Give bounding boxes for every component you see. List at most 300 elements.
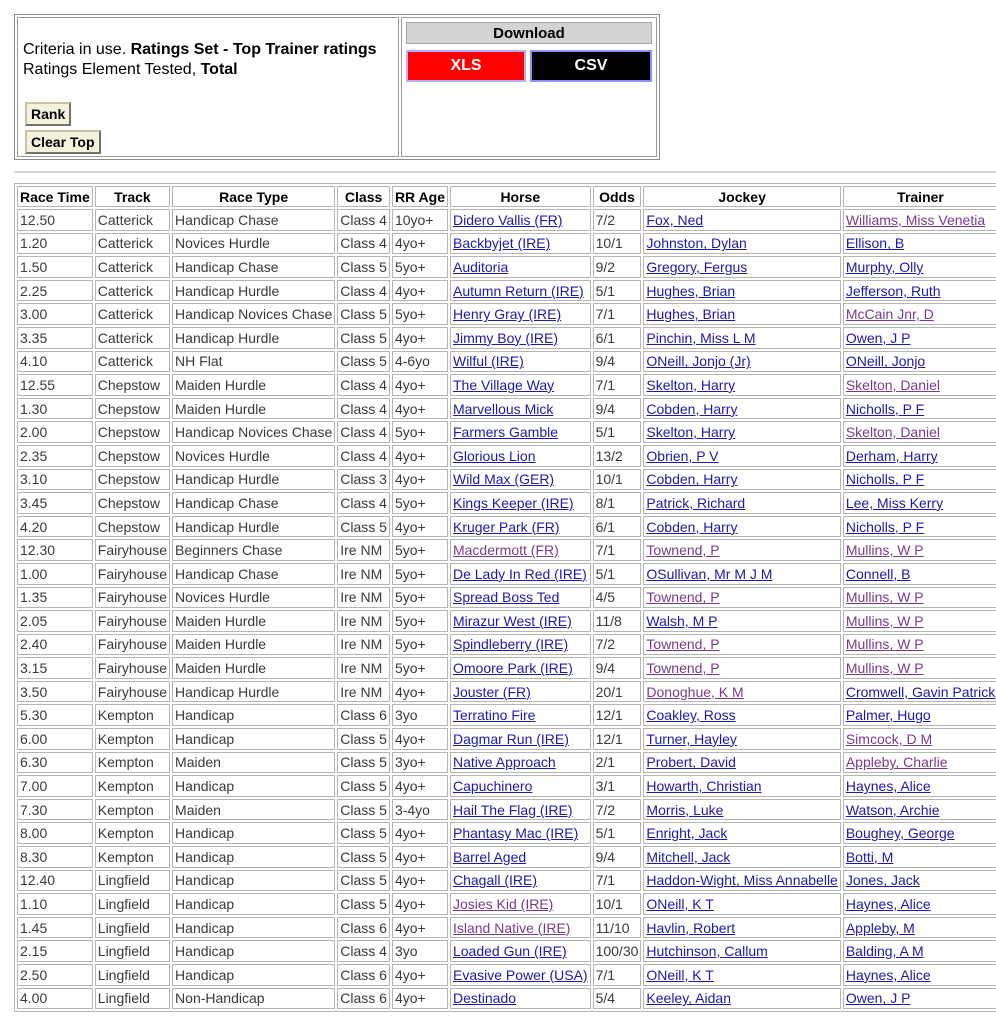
trainer-cell-link[interactable]: Owen, J P <box>845 990 911 1007</box>
odds-cell: 7/2 <box>593 799 642 821</box>
trainer-cell <box>843 327 996 349</box>
jockey-cell <box>643 775 840 797</box>
table-row <box>17 233 996 255</box>
jockey-cell-link[interactable]: Johnston, Dylan <box>646 235 747 252</box>
race-time-cell: 1.30 <box>17 398 93 420</box>
trainer-cell <box>843 799 996 821</box>
odds-cell: 20/1 <box>593 681 642 703</box>
jockey-cell <box>643 280 840 302</box>
race-time-cell: 2.05 <box>17 610 93 632</box>
jockey-cell-link[interactable]: Hutchinson, Callum <box>646 943 768 960</box>
table-row <box>17 657 996 679</box>
horse-cell-link[interactable]: Kings Keeper (IRE) <box>452 494 574 511</box>
horse-cell-link[interactable]: Autumn Return (IRE) <box>452 282 584 299</box>
trainer-cell <box>843 209 996 231</box>
jockey-cell-link[interactable]: Gregory, Fergus <box>646 258 748 275</box>
horse-cell-link[interactable]: Henry Gray (IRE) <box>452 306 562 323</box>
trainer-cell <box>843 445 996 467</box>
race-time-cell: 1.20 <box>17 233 93 255</box>
table-row <box>17 610 996 632</box>
trainer-cell-link[interactable]: Nicholls, P F <box>845 471 925 488</box>
horse-cell-link[interactable]: Destinado <box>452 990 517 1007</box>
track-cell: Kempton <box>95 775 170 797</box>
jockey-cell-link[interactable]: Walsh, M P <box>646 612 718 629</box>
race-time-cell: 12.55 <box>17 374 93 396</box>
odds-cell: 8/1 <box>593 492 642 514</box>
jockey-cell <box>643 587 840 609</box>
horse-cell-link[interactable]: Macdermott (FR) <box>452 542 559 559</box>
jockey-cell-link[interactable]: Cobden, Harry <box>646 471 738 488</box>
horse-cell-link[interactable]: Wild Max (GER) <box>452 471 555 488</box>
table-row <box>17 563 996 585</box>
track-cell: Catterick <box>95 327 170 349</box>
track-cell: Chepstow <box>95 516 170 538</box>
horse-cell-link[interactable]: Terratino Fire <box>452 707 536 724</box>
race-type-cell: Handicap Hurdle <box>172 327 335 349</box>
jockey-cell-link[interactable]: Townend, P <box>646 542 720 559</box>
trainer-cell <box>843 563 996 585</box>
odds-cell: 7/1 <box>593 303 642 325</box>
header-class[interactable]: Class <box>337 186 390 207</box>
jockey-cell-link[interactable]: OSullivan, Mr M J M <box>646 565 773 582</box>
age-cell: 4yo+ <box>392 775 448 797</box>
race-type-cell: Handicap Chase <box>172 492 335 514</box>
odds-cell: 12/1 <box>593 704 642 726</box>
jockey-cell <box>643 539 840 561</box>
header-horse[interactable]: Horse <box>450 186 591 207</box>
jockey-cell <box>643 445 840 467</box>
trainer-cell-link[interactable]: Watson, Archie <box>845 801 940 818</box>
trainer-cell-link[interactable]: Ellison, B <box>845 235 905 252</box>
horse-cell-link[interactable]: Marvellous Mick <box>452 400 554 417</box>
trainer-cell <box>843 610 996 632</box>
track-cell: Fairyhouse <box>95 610 170 632</box>
trainer-cell <box>843 822 996 844</box>
track-cell: Kempton <box>95 704 170 726</box>
class-cell: Class 5 <box>337 516 390 538</box>
odds-cell: 9/4 <box>593 846 642 868</box>
odds-cell: 7/2 <box>593 634 642 656</box>
trainer-cell-link[interactable]: Mullins, W P <box>845 636 924 653</box>
class-cell: Class 5 <box>337 303 390 325</box>
class-cell: Class 5 <box>337 893 390 915</box>
track-cell: Lingfield <box>95 870 170 892</box>
age-cell: 4yo+ <box>392 870 448 892</box>
trainer-cell-link[interactable]: Simcock, D M <box>845 730 933 747</box>
race-type-cell: Handicap Chase <box>172 209 335 231</box>
horse-cell <box>450 657 591 679</box>
odds-cell: 10/1 <box>593 893 642 915</box>
track-cell: Fairyhouse <box>95 657 170 679</box>
horse-cell-link[interactable]: Backbyjet (IRE) <box>452 235 551 252</box>
age-cell: 4yo+ <box>392 233 448 255</box>
track-cell: Lingfield <box>95 940 170 962</box>
download-csv-button[interactable]: CSV <box>530 50 652 82</box>
trainer-cell-link[interactable]: Appleby, Charlie <box>845 754 948 771</box>
horse-cell-link[interactable]: De Lady In Red (IRE) <box>452 565 587 582</box>
race-time-cell: 2.25 <box>17 280 93 302</box>
odds-cell: 3/1 <box>593 775 642 797</box>
horse-cell-link[interactable]: Jimmy Boy (IRE) <box>452 329 558 346</box>
race-time-cell: 12.30 <box>17 539 93 561</box>
header-trainer[interactable]: Trainer <box>843 186 996 207</box>
horse-cell-link[interactable]: The Village Way <box>452 376 555 393</box>
race-time-cell: 1.00 <box>17 563 93 585</box>
race-type-cell: Handicap <box>172 822 335 844</box>
trainer-cell <box>843 704 996 726</box>
age-cell: 5yo+ <box>392 303 448 325</box>
horse-cell <box>450 421 591 443</box>
horse-cell <box>450 964 591 986</box>
jockey-cell-link[interactable]: Keeley, Aidan <box>646 990 731 1007</box>
trainer-cell <box>843 539 996 561</box>
trainer-cell-link[interactable]: Nicholls, P F <box>845 518 925 535</box>
header-rr-age[interactable]: RR Age <box>392 186 448 207</box>
horse-cell-link[interactable]: Glorious Lion <box>452 447 536 464</box>
trainer-cell-link[interactable]: Nicholls, P F <box>845 400 925 417</box>
track-cell: Kempton <box>95 822 170 844</box>
track-cell: Kempton <box>95 728 170 750</box>
horse-cell-link[interactable]: Spindleberry (IRE) <box>452 636 569 653</box>
horse-cell-link[interactable]: Evasive Power (USA) <box>452 966 588 983</box>
track-cell: Fairyhouse <box>95 634 170 656</box>
jockey-cell-link[interactable]: Skelton, Harry <box>646 424 736 441</box>
race-time-cell: 7.00 <box>17 775 93 797</box>
trainer-cell <box>843 492 996 514</box>
jockey-cell-link[interactable]: Morris, Luke <box>646 801 724 818</box>
track-cell: Fairyhouse <box>95 681 170 703</box>
age-cell: 5yo+ <box>392 657 448 679</box>
horse-cell <box>450 492 591 514</box>
jockey-cell-link[interactable]: Enright, Jack <box>646 825 728 842</box>
class-cell: Class 5 <box>337 728 390 750</box>
horse-cell-link[interactable]: Loaded Gun (IRE) <box>452 943 567 960</box>
trainer-cell-link[interactable]: Boughey, George <box>845 825 955 842</box>
race-time-cell: 7.30 <box>17 799 93 821</box>
class-cell: Class 6 <box>337 704 390 726</box>
header-jockey[interactable]: Jockey <box>643 186 840 207</box>
trainer-cell <box>843 233 996 255</box>
trainer-cell-link[interactable]: Murphy, Olly <box>845 258 924 275</box>
age-cell: 3yo+ <box>392 752 448 774</box>
trainer-cell-link[interactable]: Haynes, Alice <box>845 966 931 983</box>
trainer-cell-link[interactable]: Mullins, W P <box>845 589 924 606</box>
age-cell: 4yo+ <box>392 728 448 750</box>
class-cell: Class 4 <box>337 492 390 514</box>
table-header-row <box>17 186 996 207</box>
jockey-cell-link[interactable]: Townend, P <box>646 589 720 606</box>
race-time-cell: 12.50 <box>17 209 93 231</box>
table-row <box>17 775 996 797</box>
race-time-cell: 5.30 <box>17 704 93 726</box>
race-time-cell: 12.40 <box>17 870 93 892</box>
odds-cell: 5/4 <box>593 988 642 1010</box>
class-cell: Class 3 <box>337 469 390 491</box>
horse-cell-link[interactable]: Barrel Aged <box>452 848 527 865</box>
trainer-cell-link[interactable]: Haynes, Alice <box>845 778 931 795</box>
trainer-cell-link[interactable]: Cromwell, Gavin Patrick <box>845 683 996 700</box>
jockey-cell <box>643 634 840 656</box>
trainer-cell-link[interactable]: McCain Jnr, D <box>845 306 934 323</box>
track-cell: Catterick <box>95 233 170 255</box>
jockey-cell-link[interactable]: Hughes, Brian <box>646 282 736 299</box>
header-race-type[interactable]: Race Type <box>172 186 335 207</box>
race-type-cell: Handicap Novices Chase <box>172 421 335 443</box>
element-prefix: Ratings Element Tested, <box>23 61 201 78</box>
table-row <box>17 421 996 443</box>
odds-cell: 6/1 <box>593 327 642 349</box>
horse-cell-link[interactable]: Capuchinero <box>452 778 533 795</box>
trainer-cell <box>843 728 996 750</box>
trainer-cell-link[interactable]: Jefferson, Ruth <box>845 282 941 299</box>
jockey-cell <box>643 610 840 632</box>
jockey-cell-link[interactable]: Turner, Hayley <box>646 730 737 747</box>
horse-cell <box>450 704 591 726</box>
trainer-cell-link[interactable]: Mullins, W P <box>845 660 924 677</box>
table-row <box>17 587 996 609</box>
race-type-cell: Handicap <box>172 870 335 892</box>
jockey-cell-link[interactable]: Pinchin, Miss L M <box>646 329 756 346</box>
clear-top-button[interactable]: Clear Top <box>25 130 101 154</box>
horse-cell-link[interactable]: Auditoria <box>452 258 509 275</box>
trainer-cell <box>843 964 996 986</box>
trainer-cell <box>843 775 996 797</box>
jockey-cell-link[interactable]: Howarth, Christian <box>646 778 762 795</box>
horse-cell-link[interactable]: Omoore Park (IRE) <box>452 660 573 677</box>
trainer-cell-link[interactable]: Balding, A M <box>845 943 924 960</box>
odds-cell: 9/4 <box>593 398 642 420</box>
odds-cell: 11/8 <box>593 610 642 632</box>
horse-cell-link[interactable]: Didero Vallis (FR) <box>452 211 563 228</box>
trainer-cell-link[interactable]: Derham, Harry <box>845 447 938 464</box>
table-row <box>17 728 996 750</box>
class-cell: Class 4 <box>337 374 390 396</box>
trainer-cell-link[interactable]: Lee, Miss Kerry <box>845 494 944 511</box>
race-type-cell: Maiden Hurdle <box>172 398 335 420</box>
trainer-cell-link[interactable]: Skelton, Daniel <box>845 376 941 393</box>
horse-cell-link[interactable]: Jouster (FR) <box>452 683 531 700</box>
horse-cell-link[interactable]: Farmers Gamble <box>452 424 559 441</box>
horse-cell <box>450 469 591 491</box>
jockey-cell-link[interactable]: Patrick, Richard <box>646 494 746 511</box>
horse-cell-link[interactable]: Dagmar Run (IRE) <box>452 730 569 747</box>
jockey-cell-link[interactable]: Skelton, Harry <box>646 376 736 393</box>
horse-cell-link[interactable]: Spread Boss Ted <box>452 589 560 606</box>
odds-cell: 100/30 <box>593 940 642 962</box>
trainer-cell <box>843 634 996 656</box>
race-type-cell: Maiden Hurdle <box>172 657 335 679</box>
jockey-cell-link[interactable]: Townend, P <box>646 636 720 653</box>
table-row <box>17 681 996 703</box>
age-cell: 3-4yo <box>392 799 448 821</box>
trainer-cell-link[interactable]: Owen, J P <box>845 329 911 346</box>
trainer-cell <box>843 280 996 302</box>
track-cell: Fairyhouse <box>95 587 170 609</box>
race-time-cell: 3.45 <box>17 492 93 514</box>
track-cell: Lingfield <box>95 988 170 1010</box>
class-cell: Class 5 <box>337 752 390 774</box>
race-time-cell: 3.10 <box>17 469 93 491</box>
odds-cell: 10/1 <box>593 469 642 491</box>
track-cell: Fairyhouse <box>95 563 170 585</box>
race-type-cell: Handicap <box>172 964 335 986</box>
races-table-body <box>17 209 996 1009</box>
class-cell: Ire NM <box>337 610 390 632</box>
jockey-cell-link[interactable]: Hughes, Brian <box>646 306 736 323</box>
race-type-cell: Novices Hurdle <box>172 445 335 467</box>
class-cell: Class 4 <box>337 209 390 231</box>
jockey-cell-link[interactable]: Haddon-Wight, Miss Annabelle <box>646 872 838 889</box>
race-type-cell: Handicap Hurdle <box>172 681 335 703</box>
class-cell: Ire NM <box>337 587 390 609</box>
race-type-cell: Beginners Chase <box>172 539 335 561</box>
jockey-cell-link[interactable]: Donoghue, K M <box>646 683 744 700</box>
odds-cell: 9/2 <box>593 256 642 278</box>
jockey-cell-link[interactable]: Mitchell, Jack <box>646 848 731 865</box>
track-cell: Chepstow <box>95 469 170 491</box>
trainer-cell-link[interactable]: Williams, Miss Venetia <box>845 211 986 228</box>
track-cell: Catterick <box>95 209 170 231</box>
age-cell: 4yo+ <box>392 516 448 538</box>
divider <box>14 171 996 173</box>
trainer-cell-link[interactable]: Connell, B <box>845 565 911 582</box>
jockey-cell <box>643 209 840 231</box>
age-cell: 4yo+ <box>392 964 448 986</box>
track-cell: Lingfield <box>95 964 170 986</box>
header-odds[interactable]: Odds <box>593 186 642 207</box>
trainer-cell <box>843 469 996 491</box>
race-time-cell: 3.35 <box>17 327 93 349</box>
trainer-cell <box>843 846 996 868</box>
table-row <box>17 870 996 892</box>
trainer-cell <box>843 398 996 420</box>
jockey-cell <box>643 469 840 491</box>
horse-cell <box>450 280 591 302</box>
trainer-cell-link[interactable]: Mullins, W P <box>845 542 924 559</box>
track-cell: Kempton <box>95 752 170 774</box>
jockey-cell-link[interactable]: Havlin, Robert <box>646 919 736 936</box>
class-cell: Class 4 <box>337 398 390 420</box>
trainer-cell-link[interactable]: Haynes, Alice <box>845 896 931 913</box>
table-row <box>17 822 996 844</box>
race-type-cell: Handicap <box>172 846 335 868</box>
odds-cell: 7/1 <box>593 374 642 396</box>
odds-cell: 4/5 <box>593 587 642 609</box>
jockey-cell <box>643 398 840 420</box>
header-track[interactable]: Track <box>95 186 170 207</box>
trainer-cell-link[interactable]: Jones, Jack <box>845 872 920 889</box>
jockey-cell <box>643 492 840 514</box>
jockey-cell-link[interactable]: ONeill, K T <box>646 896 714 913</box>
trainer-cell <box>843 256 996 278</box>
class-cell: Class 5 <box>337 775 390 797</box>
table-row <box>17 469 996 491</box>
download-xls-button[interactable]: XLS <box>406 50 526 82</box>
trainer-cell-link[interactable]: Appleby, M <box>845 919 915 936</box>
race-time-cell: 1.50 <box>17 256 93 278</box>
age-cell: 3yo <box>392 704 448 726</box>
criteria-panel <box>14 14 660 160</box>
trainer-cell <box>843 752 996 774</box>
race-time-cell: 1.35 <box>17 587 93 609</box>
horse-cell-link[interactable]: Mirazur West (IRE) <box>452 612 572 629</box>
criteria-text <box>23 40 377 80</box>
race-time-cell: 4.20 <box>17 516 93 538</box>
odds-cell: 6/1 <box>593 516 642 538</box>
horse-cell-link[interactable]: Island Native (IRE) <box>452 919 571 936</box>
table-row <box>17 893 996 915</box>
jockey-cell-link[interactable]: Townend, P <box>646 660 720 677</box>
table-row <box>17 492 996 514</box>
jockey-cell-link[interactable]: Cobden, Harry <box>646 400 738 417</box>
horse-cell-link[interactable]: Hail The Flag (IRE) <box>452 801 573 818</box>
jockey-cell <box>643 681 840 703</box>
jockey-cell <box>643 351 840 373</box>
odds-cell: 12/1 <box>593 728 642 750</box>
horse-cell <box>450 209 591 231</box>
rank-button[interactable]: Rank <box>25 102 71 126</box>
jockey-cell <box>643 728 840 750</box>
jockey-cell <box>643 563 840 585</box>
horse-cell-link[interactable]: Phantasy Mac (IRE) <box>452 825 579 842</box>
class-cell: Ire NM <box>337 681 390 703</box>
race-type-cell: Maiden <box>172 799 335 821</box>
track-cell: Chepstow <box>95 445 170 467</box>
odds-cell: 7/1 <box>593 539 642 561</box>
trainer-cell-link[interactable]: ONeill, Jonjo <box>845 353 926 370</box>
odds-cell: 2/1 <box>593 752 642 774</box>
horse-cell-link[interactable]: Kruger Park (FR) <box>452 518 560 535</box>
jockey-cell-link[interactable]: Cobden, Harry <box>646 518 738 535</box>
race-type-cell: Non-Handicap <box>172 988 335 1010</box>
trainer-cell-link[interactable]: Palmer, Hugo <box>845 707 931 724</box>
jockey-cell-link[interactable]: ONeill, K T <box>646 966 714 983</box>
age-cell: 4yo+ <box>392 469 448 491</box>
race-time-cell: 3.15 <box>17 657 93 679</box>
trainer-cell-link[interactable]: Mullins, W P <box>845 612 924 629</box>
trainer-cell-link[interactable]: Botti, M <box>845 848 894 865</box>
track-cell: Fairyhouse <box>95 539 170 561</box>
race-type-cell: Handicap Chase <box>172 563 335 585</box>
age-cell: 4yo+ <box>392 893 448 915</box>
horse-cell-link[interactable]: Josies Kid (IRE) <box>452 896 554 913</box>
jockey-cell <box>643 374 840 396</box>
table-row <box>17 351 996 373</box>
horse-cell-link[interactable]: Wilful (IRE) <box>452 353 524 370</box>
track-cell: Kempton <box>95 799 170 821</box>
trainer-cell <box>843 374 996 396</box>
jockey-cell <box>643 799 840 821</box>
jockey-cell-link[interactable]: Obrien, P V <box>646 447 719 464</box>
jockey-cell-link[interactable]: Fox, Ned <box>646 211 704 228</box>
trainer-cell <box>843 657 996 679</box>
trainer-cell <box>843 893 996 915</box>
horse-cell-link[interactable]: Chagall (IRE) <box>452 872 538 889</box>
jockey-cell-link[interactable]: Probert, David <box>646 754 736 771</box>
age-cell: 4yo+ <box>392 280 448 302</box>
class-cell: Class 6 <box>337 988 390 1010</box>
horse-cell <box>450 775 591 797</box>
jockey-cell <box>643 846 840 868</box>
trainer-cell-link[interactable]: Skelton, Daniel <box>845 424 941 441</box>
horse-cell-link[interactable]: Native Approach <box>452 754 556 771</box>
age-cell: 5yo+ <box>392 421 448 443</box>
jockey-cell-link[interactable]: Coakley, Ross <box>646 707 736 724</box>
track-cell: Chepstow <box>95 374 170 396</box>
header-race-time[interactable]: Race Time <box>17 186 93 207</box>
jockey-cell-link[interactable]: ONeill, Jonjo (Jr) <box>646 353 751 370</box>
age-cell: 5yo+ <box>392 492 448 514</box>
